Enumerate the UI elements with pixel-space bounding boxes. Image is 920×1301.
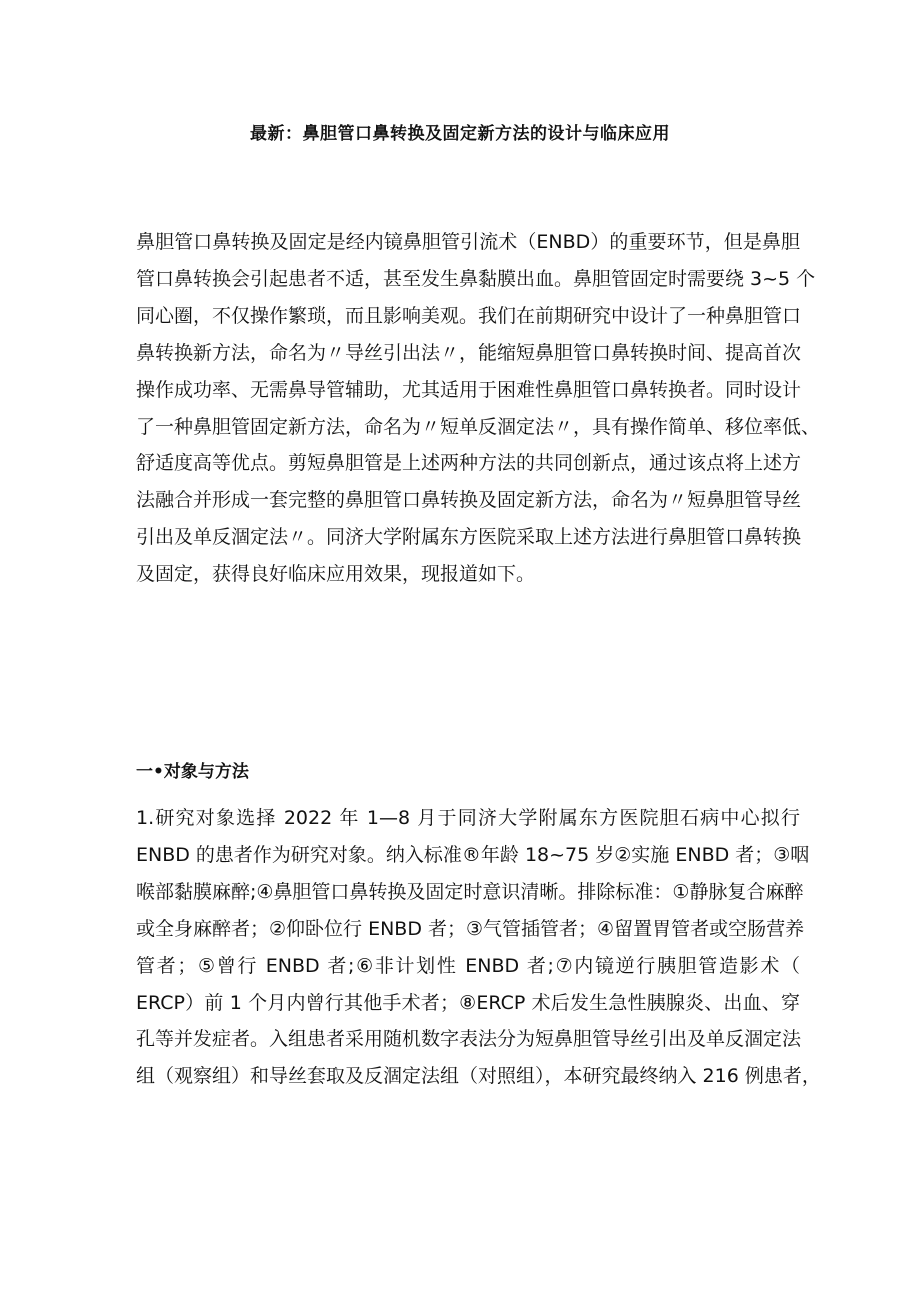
paragraph-line: 舒适度高等优点。剪短鼻胆管是上述两种方法的共同创新点，通过该点将上述方 bbox=[136, 452, 802, 475]
paragraph-line: 管者；⑤曾行 ENBD 者;⑥非计划性 ENBD 者;⑦内镜逆行胰胆管造影术（ bbox=[136, 954, 800, 977]
paragraph-line: 1.研究对象选择 2022 年 1—8 月于同济大学附属东方医院胆石病中心拟行 bbox=[136, 807, 800, 829]
paragraph-line: 鼻胆管口鼻转换及固定是经内镜鼻胆管引流术（ENBD）的重要环节，但是鼻胆 bbox=[136, 231, 800, 253]
paragraph-line: 引出及单反涸定法〃。同济大学附属东方医院采取上述方法进行鼻胆管口鼻转换 bbox=[136, 526, 802, 549]
paragraph-line: 鼻转换新方法，命名为〃导丝引出法〃，能缩短鼻胆管口鼻转换时间、提高首次 bbox=[136, 341, 802, 364]
document-title: 最新：鼻胆管口鼻转换及固定新方法的设计与临床应用 bbox=[250, 124, 670, 144]
paragraph-line: 组（观察组）和导丝套取及反涸定法组（对照组），本研究最终纳入 216 例患者， bbox=[136, 1065, 821, 1088]
paragraph-line: 或全身麻醉者；②仰卧位行 ENBD 者；③气管插管者；④留置胃管者或空肠营养 bbox=[136, 917, 805, 940]
paragraph-line: ENBD 的患者作为研究对象。纳入标准®年龄 18~75 岁②实施 ENBD 者；③咽 bbox=[136, 843, 810, 866]
paragraph-line: 法融合并形成一套完整的鼻胆管口鼻转换及固定新方法，命名为〃短鼻胆管导丝 bbox=[136, 489, 802, 512]
paragraph-line: 管口鼻转换会引起患者不适，甚至发生鼻黏膜出血。鼻胆管固定时需要绕 3~5 个 bbox=[136, 267, 816, 290]
paragraph-line: ERCP）前 1 个月内曾行其他手术者；⑧ERCP 术后发生急性胰腺炎、出血、穿 bbox=[136, 991, 800, 1014]
paragraph-line: 孔等并发症者。入组患者采用随机数字表法分为短鼻胆管导丝引出及单反涸定法 bbox=[136, 1028, 802, 1051]
paragraph-line: 操作成功率、无需鼻导管辅助，尤其适用于困难性鼻胆管口鼻转换者。同时设计 bbox=[136, 378, 802, 401]
paragraph-line: 喉部黏膜麻醉;④鼻胆管口鼻转换及固定时意识清晰。排除标准：①静脉复合麻醉 bbox=[136, 880, 804, 903]
section-heading: 一•对象与方法 bbox=[136, 762, 249, 782]
intro-paragraph bbox=[136, 224, 821, 593]
paragraph-line: 及固定，获得良好临床应用效果，现报道如下。 bbox=[136, 563, 536, 586]
method-paragraph bbox=[136, 800, 821, 1095]
paragraph-line: 了一种鼻胆管固定新方法，命名为〃短单反涸定法〃，具有操作简单、移位率低、 bbox=[136, 415, 821, 438]
paragraph-line: 同心圈，不仅操作繁琐，而且影响美观。我们在前期研究中设计了一种鼻胆管口 bbox=[136, 304, 802, 327]
